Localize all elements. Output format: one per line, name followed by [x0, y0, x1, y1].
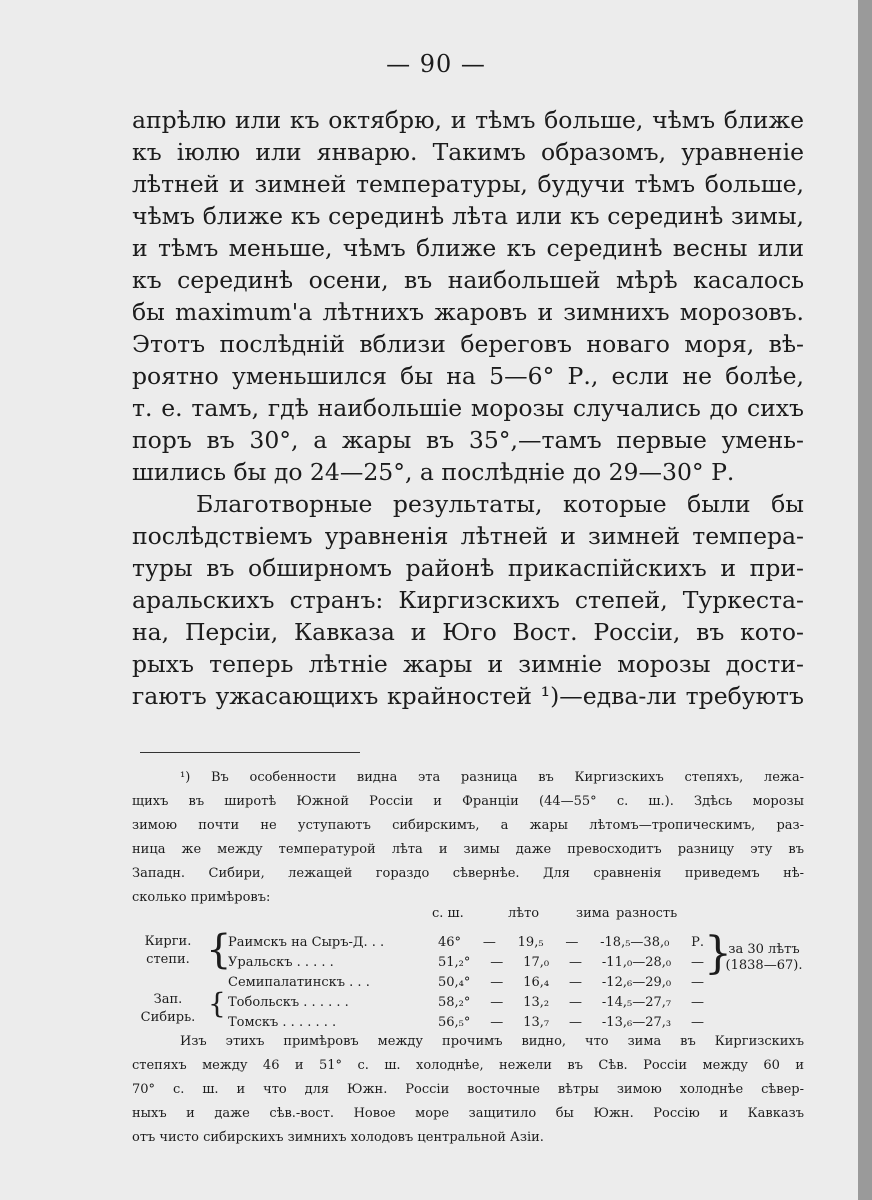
- footnote-line: щихъ въ широтѣ Южной Россіи и Франціи (44—55° с. ш.). Здѣсь морозы: [132, 794, 804, 809]
- page-number: — 90 —: [386, 50, 486, 78]
- footnote-line: Западн. Сибири, лежащей гораздо сѣвернѣе. Для сравненія приведемъ нѣ-: [132, 866, 804, 881]
- text-line: къ серединѣ осени, въ наибольшей мѣрѣ касалось: [132, 266, 804, 294]
- footnote-line: степяхъ между 46 и 51° с. ш. холоднѣе, нежели въ Сѣв. Россіи между 60 и: [132, 1058, 804, 1073]
- text-line: послѣдствіемъ уравненія лѣтней и зимней темпера-: [132, 522, 804, 550]
- text-line: бы maximum'а лѣтнихъ жаровъ и зимнихъ морозовъ.: [132, 298, 804, 326]
- footnote-line: ¹) Въ особенности видна эта разница въ Киргизскихъ степяхъ, лежа-: [180, 770, 804, 785]
- temperature-table: [132, 906, 812, 1036]
- text-line: аральскихъ странъ: Киргизскихъ степей, Туркеста-: [132, 586, 804, 614]
- header-summer: лѣто: [508, 906, 540, 921]
- text-line: т. е. тамъ, гдѣ наибольшіе морозы случались до сихъ: [132, 394, 804, 422]
- table-cell-values: 51,₂° — 17,₀ — -11,₀—28,₀ —: [438, 955, 704, 970]
- text-line: гаютъ ужасающихъ крайностей ¹)—едва-ли требуютъ: [132, 682, 804, 710]
- footnote-continuation: [132, 1030, 804, 1150]
- table-cell-place: Семипалатинскъ . . .: [228, 975, 370, 990]
- table-cell-values: 46° — 19,₅ — -18,₅—38,₀ Р.: [438, 935, 704, 950]
- text-line: лѣтней и зимней температуры, будучи тѣмъ больше,: [132, 170, 804, 198]
- text-line: роятно уменьшился бы на 5—6° Р., если не болѣе,: [132, 362, 804, 390]
- main-text: [132, 104, 804, 712]
- paragraph-start-line: Благотворные результаты, которые были бы: [196, 490, 804, 518]
- table-cell-values: 56,₅° — 13,₇ — -13,₆—27,₃ —: [438, 1015, 704, 1030]
- header-winter: зима: [576, 906, 610, 921]
- text-line: и тѣмъ меньше, чѣмъ ближе къ серединѣ весны или: [132, 234, 804, 262]
- group-label: Кирги.: [144, 934, 192, 949]
- table-cell-place: Томскъ . . . . . . .: [228, 1015, 337, 1030]
- text-line: къ іюлю или январю. Такимъ образомъ, уравненіе: [132, 138, 804, 166]
- text-line: рыхъ теперь лѣтніе жары и зимніе морозы дости-: [132, 650, 804, 678]
- table-row: [132, 994, 812, 1012]
- table-note-years: (1838—67).: [725, 958, 803, 973]
- brace-symbol: {: [206, 927, 232, 973]
- closing-brace-symbol: }: [704, 928, 732, 979]
- header-latitude: с. ш.: [432, 906, 464, 921]
- group-label: степи.: [146, 952, 190, 967]
- text-line: Этотъ послѣдній вблизи береговъ новаго моря, вѣ-: [132, 330, 804, 358]
- footnote-divider: [140, 752, 360, 753]
- text-line: шились бы до 24—25°, а послѣдніе до 29—30° Р.: [132, 458, 735, 486]
- page-edge-shadow: [858, 0, 872, 1200]
- footnote-line: ница же между температурой лѣта и зимы даже превосходитъ разницу эту въ: [132, 842, 804, 857]
- table-cell-place: Уральскъ . . . . .: [228, 955, 334, 970]
- table-cell-place: Тобольскъ . . . . . .: [228, 995, 349, 1010]
- group-label: Сибирь.: [140, 1010, 196, 1025]
- footnote-line: ныхъ и даже сѣв.-вост. Новое море защитило бы Южн. Россію и Кавказъ: [132, 1106, 804, 1121]
- footnote: [132, 766, 804, 910]
- footnote-line: отъ чисто сибирскихъ зимнихъ холодовъ центральной Азіи.: [132, 1130, 544, 1145]
- brace-symbol: {: [208, 987, 226, 1020]
- table-cell-values: 50,₄° — 16,₄ — -12,₆—29,₀ —: [438, 975, 704, 990]
- text-line: апрѣлю или къ октябрю, и тѣмъ больше, чѣмъ ближе: [132, 106, 804, 134]
- footnote-line: 70° с. ш. и что для Южн. Россіи восточные вѣтры зимою холоднѣе сѣвер-: [132, 1082, 804, 1097]
- table-cell-place: Раимскъ на Сыръ-Д. . .: [228, 935, 385, 950]
- group-label: Зап.: [153, 992, 183, 1007]
- text-line: чѣмъ ближе къ серединѣ лѣта или къ серединѣ зимы,: [132, 202, 804, 230]
- text-line: поръ въ 30°, а жары въ 35°,—тамъ первые умень-: [132, 426, 804, 454]
- header-difference: разность: [616, 906, 678, 921]
- text-line: туры въ обширномъ районѣ прикаспійскихъ и при-: [132, 554, 804, 582]
- footnote-line: зимою почти не уступаютъ сибирскимъ, а жары лѣтомъ—тропическимъ, раз-: [132, 818, 804, 833]
- footnote-line: Изъ этихъ примѣровъ между прочимъ видно, что зима въ Киргизскихъ: [180, 1034, 804, 1049]
- table-cell-values: 58,₂° — 13,₂ — -14,₅—27,₇ —: [438, 995, 704, 1010]
- table-note: [722, 942, 806, 974]
- text-line: на, Персіи, Кавказа и Юго Вост. Россіи, въ кото-: [132, 618, 804, 646]
- footnote-line: сколько примѣровъ:: [132, 890, 271, 905]
- table-note-period: за 30 лѣтъ: [728, 942, 800, 957]
